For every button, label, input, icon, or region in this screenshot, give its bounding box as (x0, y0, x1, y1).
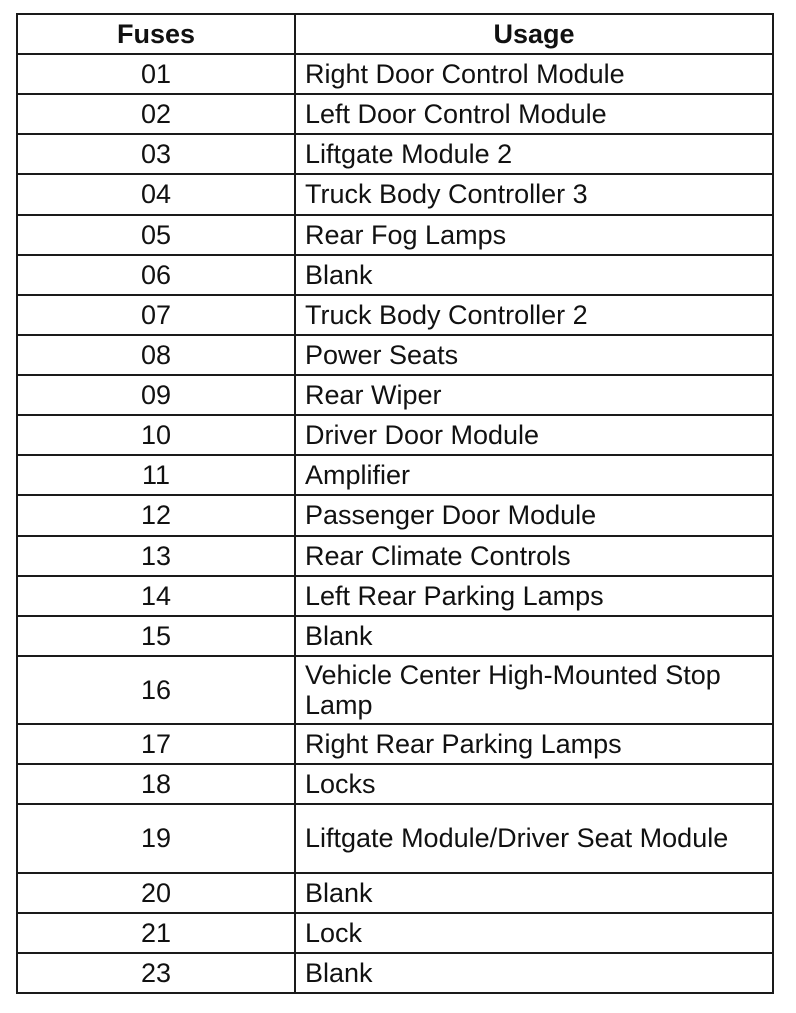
fuse-usage: Locks (295, 764, 772, 804)
table-header-row (18, 15, 772, 54)
table-row (18, 764, 772, 804)
fuse-number: 15 (18, 616, 295, 656)
fuse-number: 04 (18, 174, 295, 214)
fuse-usage: Right Door Control Module (295, 54, 772, 94)
fuse-number: 10 (18, 415, 295, 455)
fuse-number: 12 (18, 495, 295, 535)
fuse-usage: Left Rear Parking Lamps (295, 576, 772, 616)
table-row (18, 415, 772, 455)
table-row (18, 455, 772, 495)
table-row (18, 804, 772, 872)
fuse-number: 07 (18, 295, 295, 335)
fuse-number: 23 (18, 953, 295, 992)
fuse-number: 19 (18, 804, 295, 872)
fuse-usage: Driver Door Module (295, 415, 772, 455)
table-row (18, 335, 772, 375)
fuse-number: 16 (18, 656, 295, 724)
usage-column-header: Usage (295, 15, 772, 54)
fuse-number: 08 (18, 335, 295, 375)
fuse-usage: Truck Body Controller 2 (295, 295, 772, 335)
fuse-usage: Lock (295, 913, 772, 953)
fuse-usage-table (18, 15, 772, 992)
fuse-number: 11 (18, 455, 295, 495)
fuse-usage: Blank (295, 953, 772, 992)
fuse-usage: Rear Wiper (295, 375, 772, 415)
table-row (18, 215, 772, 255)
table-row (18, 295, 772, 335)
fuse-usage: Amplifier (295, 455, 772, 495)
fuse-usage: Truck Body Controller 3 (295, 174, 772, 214)
table-row (18, 255, 772, 295)
fuses-column-header: Fuses (18, 15, 295, 54)
fuse-number: 20 (18, 873, 295, 913)
fuse-usage: Blank (295, 873, 772, 913)
fuse-number: 18 (18, 764, 295, 804)
table-row (18, 54, 772, 94)
table-row (18, 134, 772, 174)
fuse-number: 17 (18, 724, 295, 764)
table-row (18, 94, 772, 134)
fuse-usage: Blank (295, 255, 772, 295)
table-row (18, 174, 772, 214)
fuse-number: 06 (18, 255, 295, 295)
fuse-number: 02 (18, 94, 295, 134)
fuse-usage: Vehicle Center High-Mounted Stop Lamp (295, 656, 772, 724)
fuse-usage: Left Door Control Module (295, 94, 772, 134)
fuse-usage: Power Seats (295, 335, 772, 375)
fuse-usage: Right Rear Parking Lamps (295, 724, 772, 764)
fuse-number: 01 (18, 54, 295, 94)
table-row (18, 913, 772, 953)
table-row (18, 873, 772, 913)
table-row (18, 576, 772, 616)
fuse-number: 05 (18, 215, 295, 255)
fuse-number: 03 (18, 134, 295, 174)
fuse-number: 09 (18, 375, 295, 415)
fuse-number: 21 (18, 913, 295, 953)
fuse-usage: Rear Fog Lamps (295, 215, 772, 255)
table-row (18, 724, 772, 764)
fuse-usage: Liftgate Module/Driver Seat Module (295, 804, 772, 872)
table-row (18, 375, 772, 415)
fuse-usage-table-frame (16, 13, 774, 994)
fuse-number: 13 (18, 536, 295, 576)
table-row (18, 495, 772, 535)
table-row (18, 536, 772, 576)
fuse-usage: Passenger Door Module (295, 495, 772, 535)
fuse-usage: Rear Climate Controls (295, 536, 772, 576)
table-row (18, 656, 772, 724)
table-row (18, 953, 772, 992)
table-row (18, 616, 772, 656)
fuse-usage: Blank (295, 616, 772, 656)
fuse-number: 14 (18, 576, 295, 616)
fuse-usage: Liftgate Module 2 (295, 134, 772, 174)
